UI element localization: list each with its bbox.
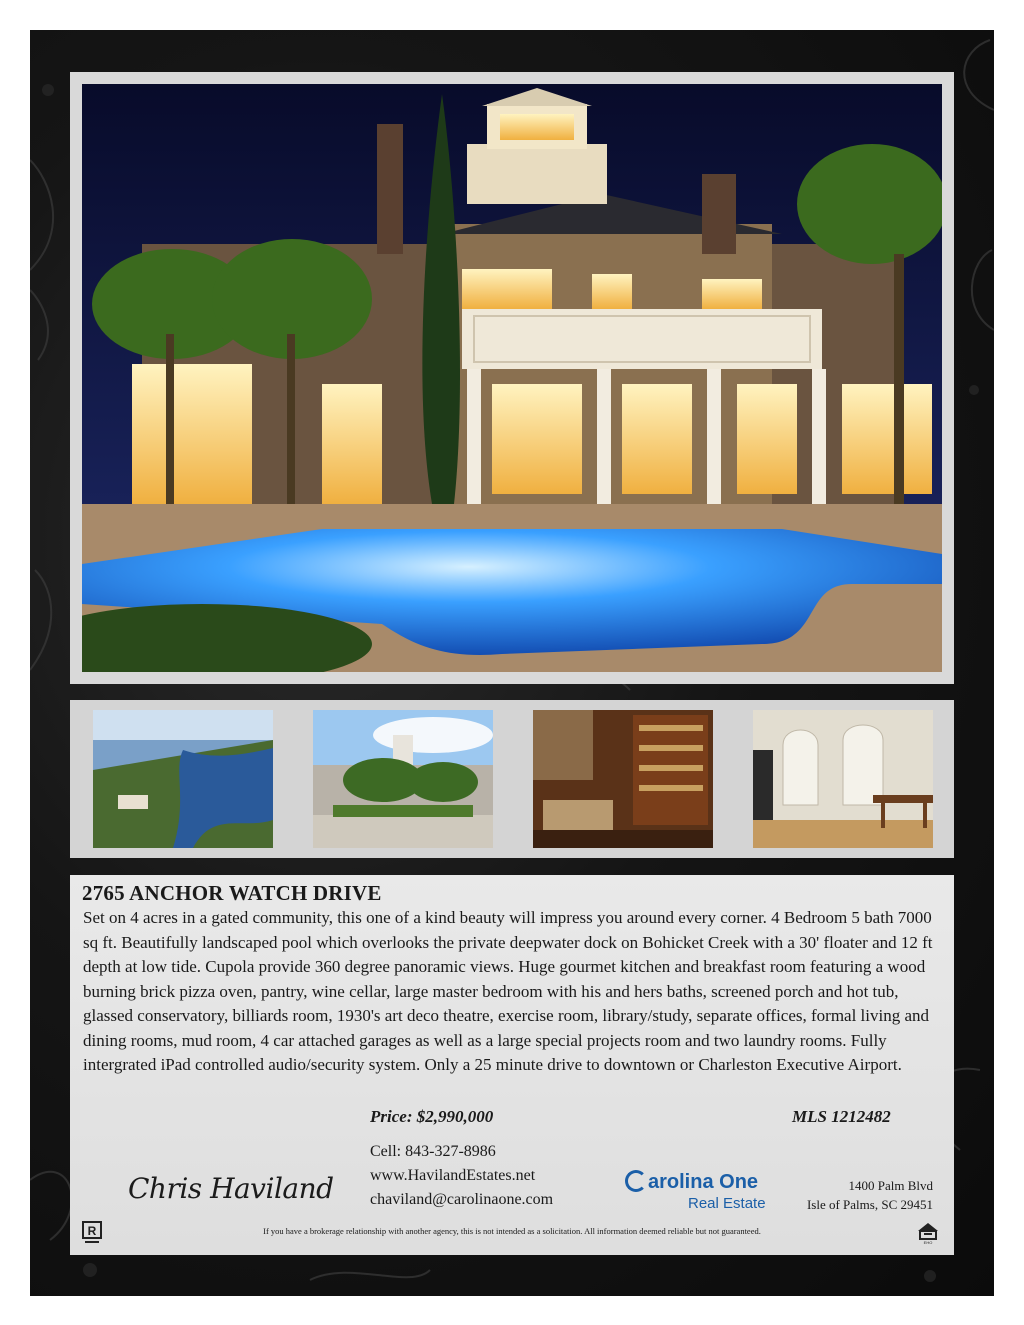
office-street: 1400 Palm Blvd: [848, 1178, 933, 1193]
brokerage-logo: [625, 1170, 758, 1194]
brokerage-logo-sub: Real Estate: [688, 1195, 766, 1212]
listing-info-panel: [70, 875, 954, 1255]
listing-mls-number: MLS 1212482: [792, 1107, 891, 1126]
agent-email[interactable]: chaviland@carolinaone.com: [370, 1191, 554, 1208]
listing-flyer: [30, 30, 994, 1296]
office-city: Isle of Palms, SC 29451: [806, 1197, 933, 1212]
brokerage-logo-c-icon: [625, 1170, 647, 1192]
agent-cell: Cell: 843-327-8986: [370, 1143, 496, 1160]
listing-address: 2765 ANCHOR WATCH DRIVE: [82, 881, 382, 905]
thumbnail-front-exterior[interactable]: [313, 710, 493, 848]
disclaimer: If you have a brokerage relationship with another agency, this is not intended as a solicitation. All information deemed reliable but not guaranteed.: [263, 1226, 761, 1236]
listing-description: Set on 4 acres in a gated community, this one of a kind beauty will impress you around every corner. 4 Bedroom 5 bath 7000 sq ft. Beautifully landscaped pool which overlooks the private deepwater dock on Bohicket Creek with a 30' floater and 12 ft depth at low tide. Cupola provide 360 degree panoramic views. Huge gourmet kitchen and breakfast room featuring a wood burning brick pizza oven, pantry, wine cellar, large master bedroom with his and hers baths, screened porch and hot tub, glassed conservatory, billiards room, 1930's art deco theatre, exercise room, library/study, separate offices, formal living and dining rooms, mud room, 4 car attached garages as well as a large special projects room and two laundry rooms. Fully intergrated iPad controlled audio/security system. Only a 25 minute drive to downtown or Charleston Executive Airport.: [83, 908, 933, 1074]
equal-housing-icon: [916, 1221, 940, 1245]
thumbnail-dining-room[interactable]: [753, 710, 933, 848]
brokerage-brand: arolina One: [648, 1171, 759, 1193]
thumbnail-aerial-creek[interactable]: [93, 710, 273, 848]
agent-website[interactable]: www.HavilandEstates.net: [370, 1167, 536, 1184]
thumbnail-library[interactable]: [533, 710, 713, 848]
listing-price: Price: $2,990,000: [370, 1107, 494, 1126]
equal-housing-caption: EHO: [923, 1240, 933, 1245]
realtor-logo-letter: R: [87, 1224, 97, 1238]
hero-photo-frame: [70, 72, 954, 684]
agent-signature: Chris Haviland: [128, 1172, 334, 1205]
thumbnail-strip: [70, 700, 954, 858]
hero-photo[interactable]: [82, 84, 942, 672]
